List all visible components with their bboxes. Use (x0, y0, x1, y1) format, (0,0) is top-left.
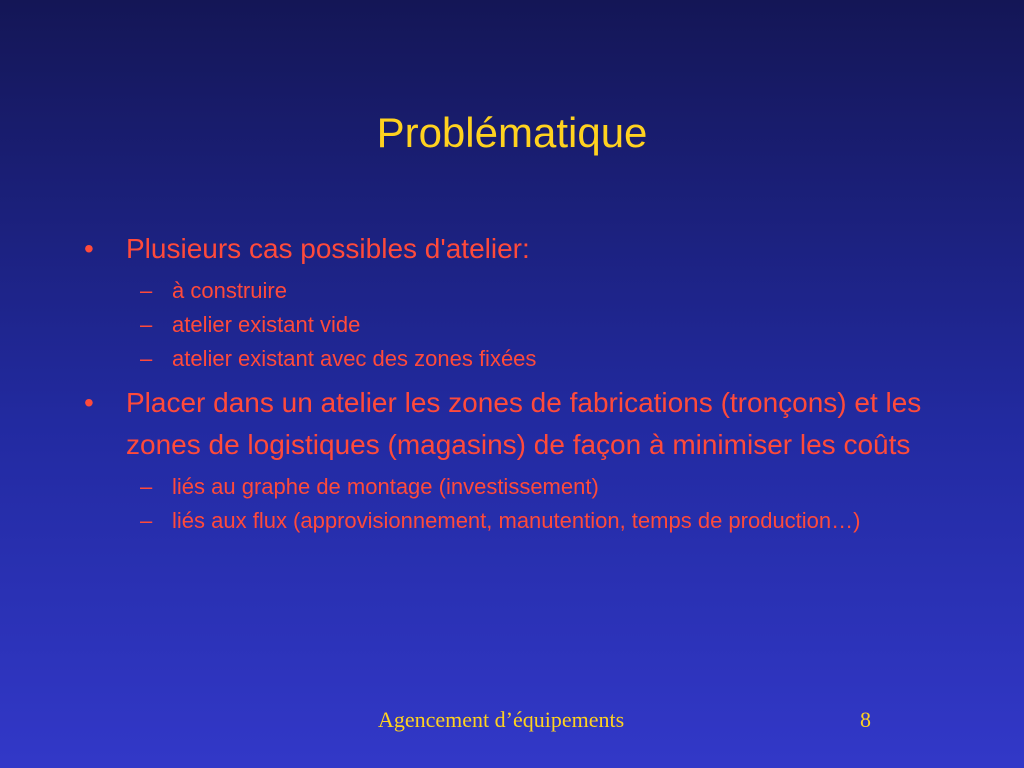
sub-bullet-1-2 (84, 308, 944, 342)
footer-title: Agencement d’équipements (378, 707, 625, 732)
sub-bullet-2-2 (84, 504, 944, 538)
sub-bullet-text: atelier existant avec des zones fixées (172, 346, 537, 371)
sub-bullet-marker: – (140, 346, 153, 371)
sub-bullet-marker: – (140, 474, 153, 499)
page-number: 8 (860, 707, 871, 732)
sub-bullet-marker: – (140, 508, 153, 533)
slide-content (84, 228, 944, 538)
sub-bullet-text: à construire (172, 278, 287, 303)
bullet-text: Placer dans un atelier les zones de fabrications (tronçons) et les zones de logistiques (magasins) de façon à minimiser les coûts (126, 387, 922, 460)
sub-bullet-1-1 (84, 274, 944, 308)
slide-title: Problématique (376, 109, 648, 156)
sub-bullet-marker: – (140, 278, 153, 303)
sub-bullet-text: liés aux flux (approvisionnement, manutention, temps de production…) (172, 508, 861, 533)
bullet-1 (84, 228, 944, 270)
sub-bullet-marker: – (140, 312, 153, 337)
bullet-text: Plusieurs cas possibles d'atelier: (126, 233, 530, 264)
sub-bullet-text: atelier existant vide (172, 312, 361, 337)
bullet-marker: • (84, 387, 94, 418)
sub-bullet-1-3 (84, 342, 944, 376)
sub-bullet-2-1 (84, 470, 944, 504)
bullet-2 (84, 382, 944, 466)
bullet-marker: • (84, 233, 94, 264)
sub-bullet-text: liés au graphe de montage (investissement) (172, 474, 599, 499)
